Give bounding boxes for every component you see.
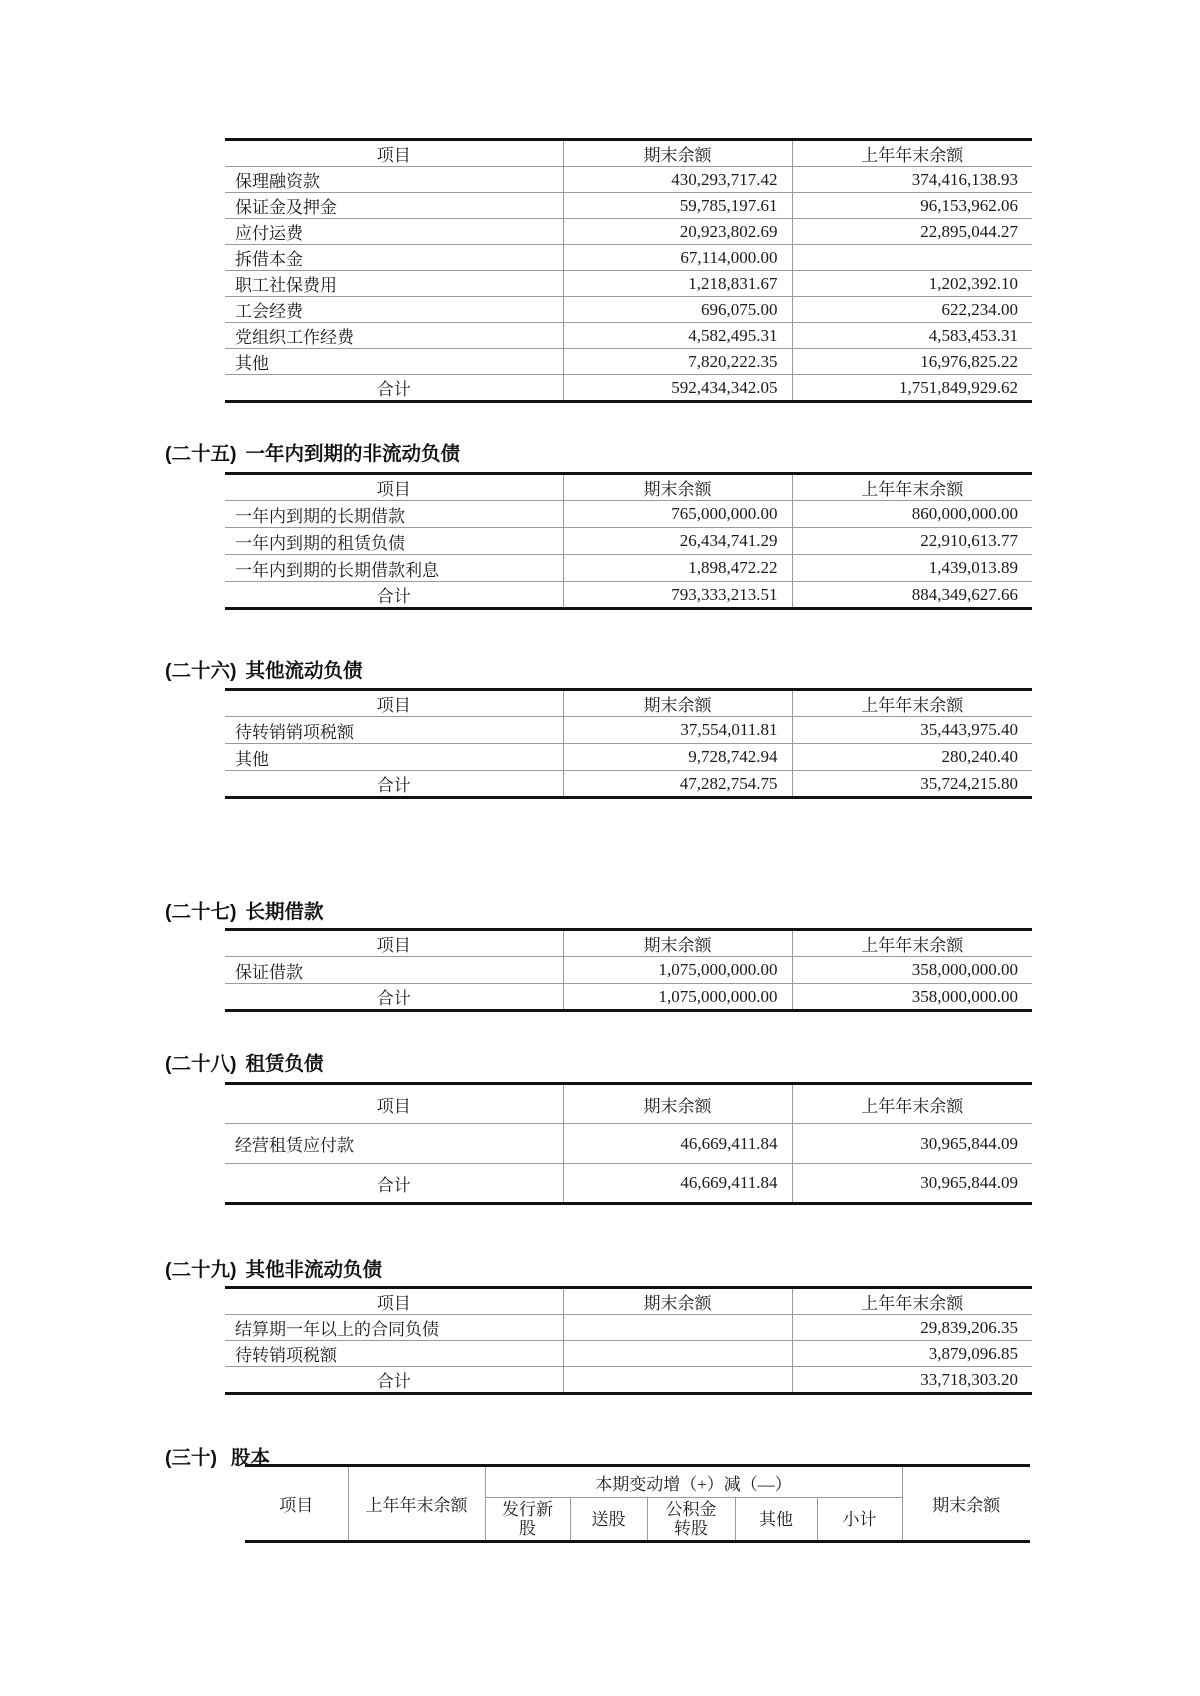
- item-cell: 保证金及押金: [225, 193, 563, 219]
- total-ending-cell: [563, 1367, 792, 1394]
- total-label-cell: 合计: [376, 776, 411, 795]
- item-cell: 保证借款: [225, 957, 563, 984]
- table-row: [225, 1124, 1032, 1164]
- table-row: [225, 501, 1032, 528]
- total-row: [225, 375, 1032, 402]
- col-header-prior-year-balance: 上年年末余额: [792, 1084, 1032, 1124]
- table-row: [225, 167, 1032, 193]
- current-portion-noncurrent-liabilities-table: [225, 472, 1032, 610]
- prior-balance-cell: 1,439,013.89: [792, 555, 1032, 582]
- ending-balance-cell: 1,218,831.67: [563, 271, 792, 297]
- section-heading-29: [165, 1254, 382, 1282]
- item-cell: 一年内到期的长期借款利息: [225, 555, 563, 582]
- prior-balance-cell: [792, 245, 1032, 271]
- total-prior-cell: 35,724,215.80: [792, 771, 1032, 798]
- section-title: 租赁负债: [245, 1053, 324, 1075]
- col-header-prior-year-balance: 上年年末余额: [792, 1288, 1032, 1315]
- total-row: [225, 771, 1032, 798]
- ending-balance-cell: 1,898,472.22: [563, 555, 792, 582]
- table-row: [225, 349, 1032, 375]
- total-label-cell: 合计: [376, 989, 411, 1008]
- table-row: [225, 219, 1032, 245]
- total-prior-cell: 884,349,627.66: [792, 582, 1032, 609]
- table-row: [225, 193, 1032, 219]
- table-header-row: [225, 1084, 1032, 1124]
- item-cell: 其他: [225, 744, 563, 771]
- prior-balance-cell: 16,976,825.22: [792, 349, 1032, 375]
- col-header-ending-balance: 期末余额: [902, 1466, 1030, 1542]
- section-title: 其他流动负债: [245, 660, 363, 682]
- prior-balance-cell: 22,895,044.27: [792, 219, 1032, 245]
- other-payables-table: [225, 138, 1032, 403]
- section-heading-28: [165, 1048, 324, 1076]
- total-row: [225, 1164, 1032, 1204]
- total-ending-cell: 1,075,000,000.00: [563, 984, 792, 1011]
- total-label-cell: 合计: [376, 1372, 411, 1391]
- ending-balance-cell: 4,582,495.31: [563, 323, 792, 349]
- col-header-item: 项目: [225, 690, 563, 717]
- col-header-subtotal: 小计: [817, 1498, 902, 1542]
- col-header-ending-balance: 期末余额: [563, 930, 792, 957]
- other-current-liabilities-table: [225, 688, 1032, 799]
- other-noncurrent-liabilities-table: [225, 1286, 1032, 1395]
- table-row: [225, 744, 1032, 771]
- prior-balance-cell: 4,583,453.31: [792, 323, 1032, 349]
- ending-balance-cell: 46,669,411.84: [563, 1124, 792, 1164]
- lease-liabilities-table: [225, 1082, 1032, 1205]
- total-ending-cell: 47,282,754.75: [563, 771, 792, 798]
- ending-balance-cell: 37,554,011.81: [563, 717, 792, 744]
- item-cell: 保理融资款: [225, 167, 563, 193]
- item-cell: 其他: [225, 349, 563, 375]
- col-header-bonus-shares: 送股: [570, 1498, 647, 1542]
- ending-balance-cell: 430,293,717.42: [563, 167, 792, 193]
- ending-balance-cell: [563, 1315, 792, 1341]
- table-row: [225, 957, 1032, 984]
- total-row: [225, 582, 1032, 609]
- table-header-row: [225, 474, 1032, 501]
- col-header-period-change-group: 本期变动增（+）减（—）: [485, 1466, 902, 1498]
- total-ending-cell: 592,434,342.05: [563, 375, 792, 402]
- prior-balance-cell: 29,839,206.35: [792, 1315, 1032, 1341]
- section-heading-25: [165, 438, 460, 466]
- section-heading-27: [165, 896, 324, 924]
- total-prior-cell: 1,751,849,929.62: [792, 375, 1032, 402]
- prior-balance-cell: 860,000,000.00: [792, 501, 1032, 528]
- col-header-item: 项目: [225, 1084, 563, 1124]
- col-header-prior-year-balance: 上年年末余额: [348, 1466, 485, 1542]
- col-header-ending-balance: 期末余额: [563, 1288, 792, 1315]
- item-cell: 应付运费: [225, 219, 563, 245]
- prior-balance-cell: 96,153,962.06: [792, 193, 1032, 219]
- ending-balance-cell: 59,785,197.61: [563, 193, 792, 219]
- prior-balance-cell: 30,965,844.09: [792, 1124, 1032, 1164]
- col-header-item: 项目: [225, 140, 563, 167]
- col-header-new-shares-issued: 发行新股: [485, 1498, 570, 1542]
- table-row: [225, 1315, 1032, 1341]
- item-cell: 一年内到期的租赁负债: [225, 528, 563, 555]
- long-term-borrowings-table: [225, 928, 1032, 1012]
- col-header-item: 项目: [225, 930, 563, 957]
- col-header-prior-year-balance: 上年年末余额: [792, 690, 1032, 717]
- table-header-row: [225, 140, 1032, 167]
- section-title: 股本: [231, 1447, 271, 1469]
- item-cell: 一年内到期的长期借款: [225, 501, 563, 528]
- table-row: [225, 271, 1032, 297]
- table-row: [225, 297, 1032, 323]
- table-header-row: [225, 690, 1032, 717]
- ending-balance-cell: 26,434,741.29: [563, 528, 792, 555]
- prior-balance-cell: 35,443,975.40: [792, 717, 1032, 744]
- item-cell: 待转销销项税额: [225, 717, 563, 744]
- table-row: [225, 323, 1032, 349]
- section-title: 长期借款: [245, 901, 324, 923]
- ending-balance-cell: 20,923,802.69: [563, 219, 792, 245]
- prior-balance-cell: 374,416,138.93: [792, 167, 1032, 193]
- item-cell: 工会经费: [225, 297, 563, 323]
- prior-balance-cell: 622,234.00: [792, 297, 1032, 323]
- section-title: 其他非流动负债: [245, 1259, 383, 1281]
- table-header-row: [225, 1288, 1032, 1315]
- total-ending-cell: 46,669,411.84: [563, 1164, 792, 1204]
- table-row: [225, 528, 1032, 555]
- item-cell: 党组织工作经费: [225, 323, 563, 349]
- ending-balance-cell: 1,075,000,000.00: [563, 957, 792, 984]
- section-number: (二十八): [165, 1053, 237, 1075]
- total-ending-cell: 793,333,213.51: [563, 582, 792, 609]
- prior-balance-cell: 280,240.40: [792, 744, 1032, 771]
- section-number: (二十七): [165, 901, 237, 923]
- ending-balance-cell: 696,075.00: [563, 297, 792, 323]
- prior-balance-cell: 3,879,096.85: [792, 1341, 1032, 1367]
- prior-balance-cell: 1,202,392.10: [792, 271, 1032, 297]
- col-header-others: 其他: [735, 1498, 817, 1542]
- ending-balance-cell: 67,114,000.00: [563, 245, 792, 271]
- total-row: [225, 1367, 1032, 1394]
- prior-balance-cell: 358,000,000.00: [792, 957, 1032, 984]
- section-heading-26: [165, 655, 363, 683]
- col-header-item: 项目: [225, 1288, 563, 1315]
- section-title: 一年内到期的非流动负债: [245, 443, 461, 465]
- total-prior-cell: 33,718,303.20: [792, 1367, 1032, 1394]
- section-number: (二十五): [165, 443, 237, 465]
- col-header-prior-year-balance: 上年年末余额: [792, 140, 1032, 167]
- table-row: [225, 717, 1032, 744]
- col-header-ending-balance: 期末余额: [563, 1084, 792, 1124]
- table-row: [225, 555, 1032, 582]
- item-cell: 职工社保费用: [225, 271, 563, 297]
- total-label-cell: 合计: [376, 1175, 411, 1195]
- total-prior-cell: 358,000,000.00: [792, 984, 1032, 1011]
- table-row: [225, 245, 1032, 271]
- ending-balance-cell: 9,728,742.94: [563, 744, 792, 771]
- col-header-item: 项目: [225, 474, 563, 501]
- total-label-cell: 合计: [376, 587, 411, 606]
- col-header-reserve-to-shares: 公积金转股: [647, 1498, 735, 1542]
- col-header-prior-year-balance: 上年年末余额: [792, 474, 1032, 501]
- col-header-item: 项目: [245, 1466, 348, 1542]
- section-number: (二十九): [165, 1259, 237, 1281]
- total-label-cell: 合计: [376, 380, 411, 399]
- item-cell: 结算期一年以上的合同负债: [225, 1315, 563, 1341]
- total-row: [225, 984, 1032, 1011]
- share-capital-table: [245, 1464, 1030, 1543]
- item-cell: 经营租赁应付款: [225, 1124, 563, 1164]
- section-number: (三十): [165, 1447, 217, 1469]
- col-header-ending-balance: 期末余额: [563, 474, 792, 501]
- item-cell: 拆借本金: [225, 245, 563, 271]
- table-header-row: [225, 930, 1032, 957]
- table-header-row-top: [245, 1466, 1030, 1498]
- col-header-prior-year-balance: 上年年末余额: [792, 930, 1032, 957]
- ending-balance-cell: 7,820,222.35: [563, 349, 792, 375]
- ending-balance-cell: [563, 1341, 792, 1367]
- col-header-ending-balance: 期末余额: [563, 140, 792, 167]
- table-row: [225, 1341, 1032, 1367]
- col-header-ending-balance: 期末余额: [563, 690, 792, 717]
- section-number: (二十六): [165, 660, 237, 682]
- total-prior-cell: 30,965,844.09: [792, 1164, 1032, 1204]
- prior-balance-cell: 22,910,613.77: [792, 528, 1032, 555]
- item-cell: 待转销项税额: [225, 1341, 563, 1367]
- ending-balance-cell: 765,000,000.00: [563, 501, 792, 528]
